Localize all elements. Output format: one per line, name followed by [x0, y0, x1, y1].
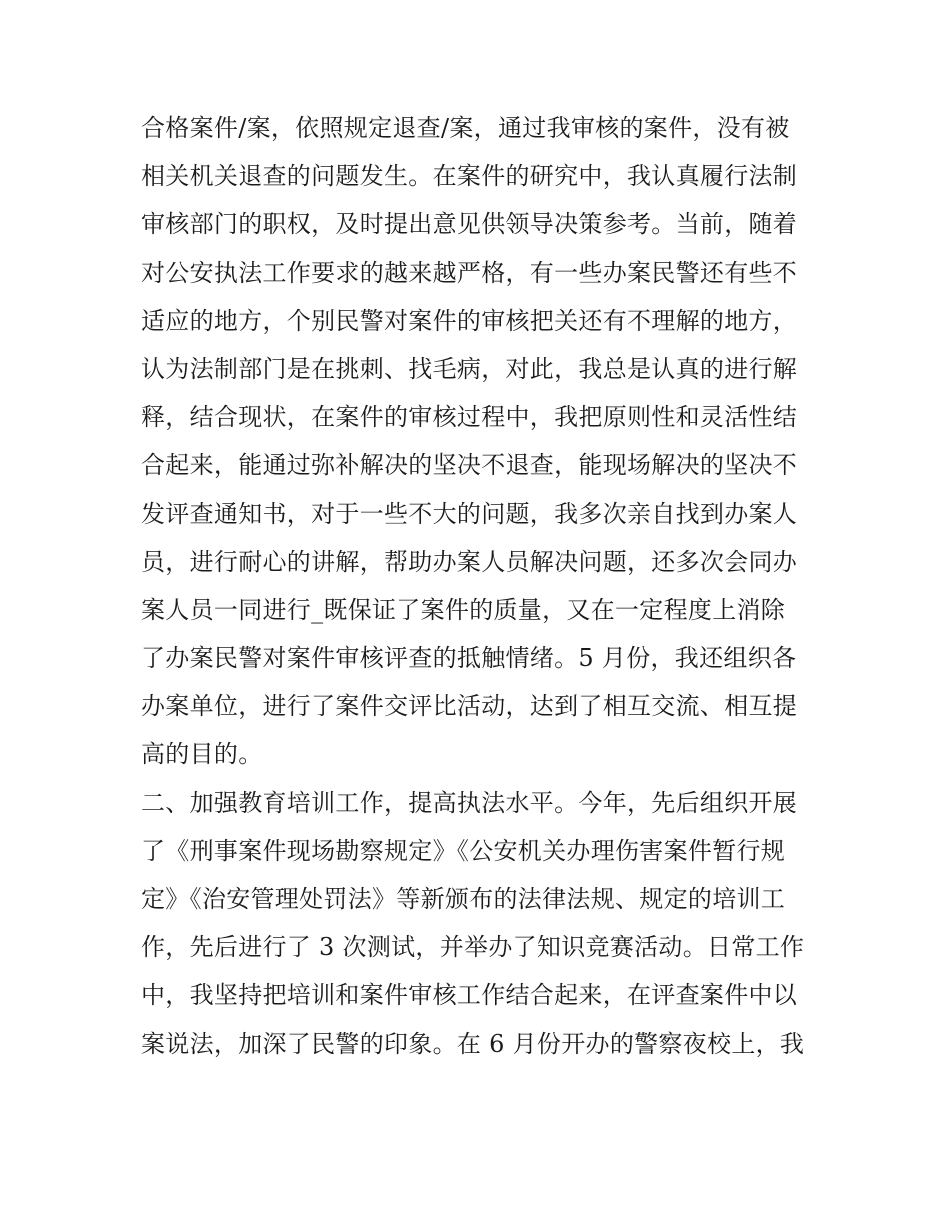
text-line: 高的目的。 — [141, 740, 263, 769]
text-line: 合格案件/案，依照规定退查/案，通过我审核的案件，没有被 — [141, 114, 790, 142]
text-line: 相关机关退查的问题发生。在案件的研究中，我认真履行法制 — [141, 162, 798, 191]
text-line: 释，结合现状，在案件的审核过程中，我把原则性和灵活性结 — [141, 403, 798, 432]
text-line: 适应的地方，个别民警对案件的审核把关还有不理解的地方， — [141, 306, 798, 335]
text-line: 对公安执法工作要求的越来越严格，有一些办案民警还有些不 — [141, 258, 798, 287]
text-line: 了办案民警对案件审核评查的抵触情绪。5 月份，我还组织各 — [141, 644, 797, 673]
body-text — [141, 104, 821, 1068]
text-line: 案说法，加深了民警的印象。在 6 月份开办的警察夜校上，我 — [141, 1029, 805, 1058]
text-line: 员，进行耐心的讲解，帮助办案人员解决问题，还多次会同办 — [141, 547, 798, 576]
text-line: 作，先后进行了 3 次测试，并举办了知识竞赛活动。日常工作 — [141, 933, 805, 962]
text-line: 定》《治安管理处罚法》等新颁布的法律法规、规定的培训工 — [141, 885, 786, 913]
text-line: 合起来，能通过弥补解决的坚决不退查，能现场解决的坚决不 — [141, 451, 798, 480]
text-line: 审核部门的职权，及时提出意见供领导决策参考。当前，随着 — [141, 210, 798, 239]
text-line: 中，我坚持把培训和案件审核工作结合起来，在评查案件中以 — [141, 981, 798, 1010]
text-line: 办案单位，进行了案件交评比活动，达到了相互交流、相互提 — [141, 692, 798, 721]
text-line: 认为法制部门是在挑刺、找毛病，对此，我总是认真的进行解 — [141, 354, 798, 383]
text-line: 发评查通知书，对于一些不大的问题，我多次亲自找到办案人 — [141, 499, 798, 528]
text-line: 案人员一同进行_既保证了案件的质量，又在一定程度上消除 — [141, 595, 786, 624]
text-line: 二、加强教育培训工作，提高执法水平。今年，先后组织开展 — [141, 788, 798, 817]
text-line: 了《刑事案件现场勘察规定》《公安机关办理伤害案件暂行规 — [141, 836, 786, 865]
